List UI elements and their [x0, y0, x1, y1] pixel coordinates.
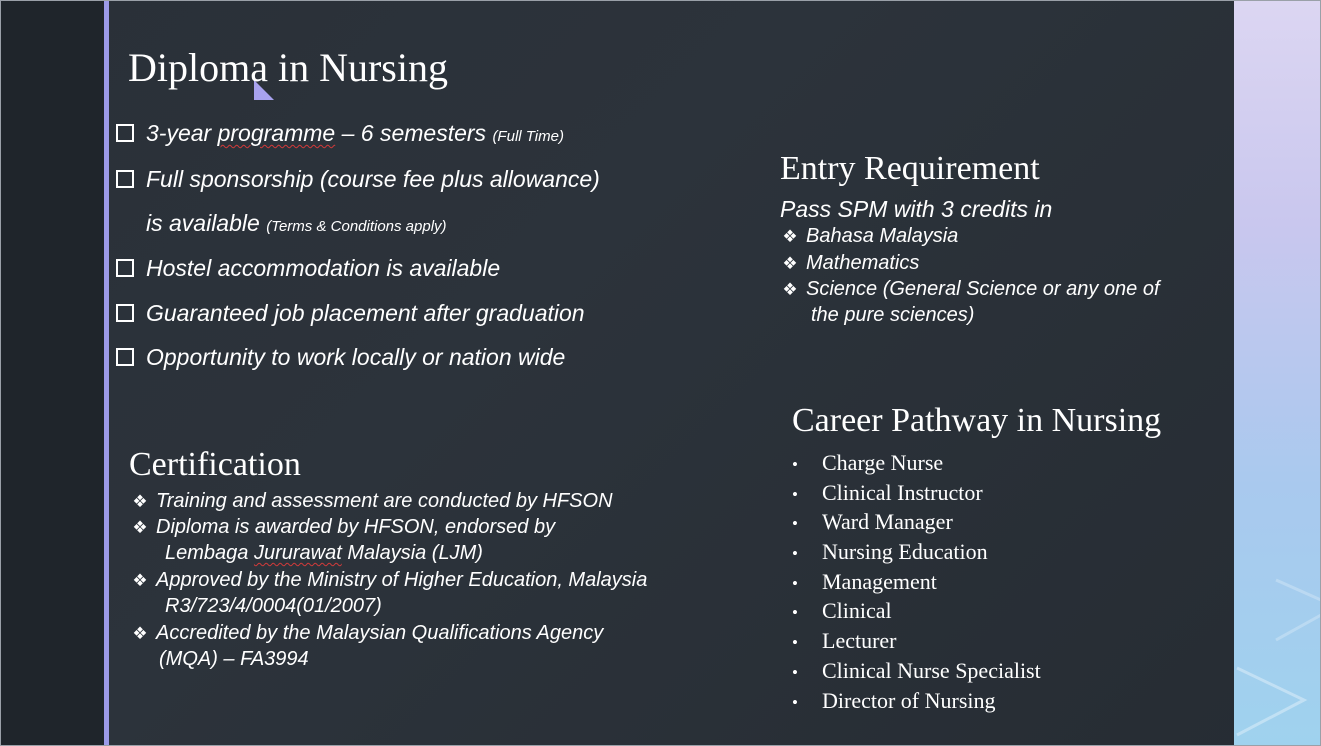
dot-icon: •	[792, 633, 798, 653]
dot-icon: •	[792, 662, 798, 682]
diamond-icon: ❖	[132, 518, 148, 537]
main-item-5: Opportunity to work locally or nation wide	[116, 344, 565, 371]
right-gradient-panel	[1234, 0, 1321, 746]
left-dark-strip	[0, 0, 104, 746]
diamond-icon: ❖	[782, 280, 798, 299]
list-item: • Management	[792, 567, 1041, 597]
entry-item-3-continued: the pure sciences)	[811, 304, 975, 326]
accent-line	[104, 0, 109, 746]
main-item-2: Full sponsorship (course fee plus allowance)	[116, 166, 600, 193]
list-item: • Clinical	[792, 596, 1041, 626]
certification-heading: Certification	[129, 446, 301, 483]
entry-subtitle: Pass SPM with 3 credits in	[780, 196, 1053, 222]
dot-icon: •	[792, 573, 798, 593]
career-list	[792, 448, 1041, 715]
checkbox-square-icon	[116, 170, 134, 188]
list-item: • Clinical Nurse Specialist	[792, 656, 1041, 686]
list-item: • Ward Manager	[792, 507, 1041, 537]
page-title: Diploma in Nursing	[128, 45, 448, 90]
dot-icon: •	[792, 603, 798, 623]
chevron-decoration-icon	[1234, 0, 1321, 746]
cert-item-1: ❖ Training and assessment are conducted by HFSON	[130, 490, 613, 513]
dot-icon: •	[792, 455, 798, 474]
cert-item-3-continued: R3/723/4/0004(01/2007)	[165, 595, 382, 617]
diamond-icon: ❖	[782, 254, 798, 273]
entry-item-2: ❖ Mathematics	[780, 252, 919, 275]
list-item: • Nursing Education	[792, 537, 1041, 567]
entry-item-1: ❖ Bahasa Malaysia	[780, 225, 958, 248]
list-item: • Lecturer	[792, 626, 1041, 656]
dot-icon: •	[792, 484, 798, 504]
checkbox-square-icon	[116, 348, 134, 366]
list-item: • Clinical Instructor	[792, 478, 1041, 508]
dot-icon: •	[792, 514, 798, 534]
list-item: • Director of Nursing	[792, 686, 1041, 716]
cert-item-3: ❖ Approved by the Ministry of Higher Education, Malaysia	[130, 569, 647, 592]
main-item-2-continued: is available (Terms & Conditions apply)	[146, 210, 447, 236]
checkbox-square-icon	[116, 259, 134, 277]
checkbox-square-icon	[116, 304, 134, 322]
entry-item-3: ❖ Science (General Science or any one of	[780, 278, 1160, 301]
dot-icon: •	[792, 692, 798, 712]
checkbox-square-icon	[116, 124, 134, 142]
cert-item-2: ❖ Diploma is awarded by HFSON, endorsed by	[130, 516, 555, 539]
diamond-icon: ❖	[132, 571, 148, 590]
cert-item-4-continued: (MQA) – FA3994	[159, 648, 309, 670]
entry-heading: Entry Requirement	[780, 150, 1040, 187]
main-item-1: 3-year programme – 6 semesters (Full Time)	[116, 120, 564, 147]
cert-item-4: ❖ Accredited by the Malaysian Qualifications Agency	[130, 622, 603, 645]
dot-icon: •	[792, 544, 798, 564]
diamond-icon: ❖	[132, 492, 148, 511]
list-item: • Charge Nurse	[792, 448, 1041, 478]
career-heading: Career Pathway in Nursing	[792, 402, 1162, 439]
diamond-icon: ❖	[132, 624, 148, 643]
main-item-3: Hostel accommodation is available	[116, 255, 500, 282]
diamond-icon: ❖	[782, 227, 798, 246]
main-item-4: Guaranteed job placement after graduation	[116, 300, 585, 327]
cert-item-2-continued: Lembaga Jururawat Malaysia (LJM)	[165, 542, 483, 564]
